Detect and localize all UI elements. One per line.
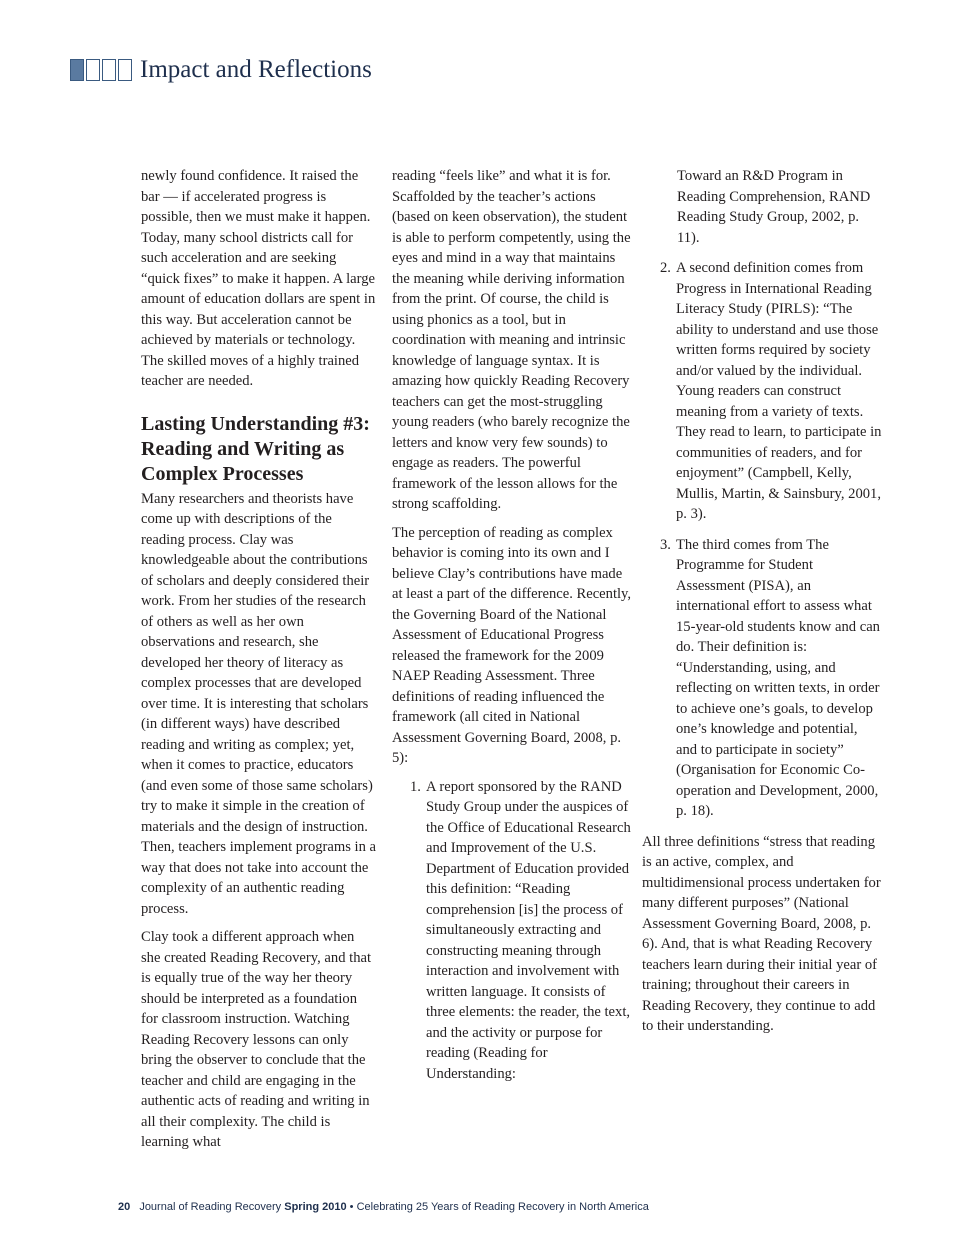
paragraph: Many researchers and theorists have come up with descriptions of the reading process. Clay was knowledgeable about the contributions of scholars and deeply considered their work. From her studies of the research of others as well as her own observations and research, she developed her theory of literacy as complex processes that are developed over time. It is interesting that scholars (in different ways) have described reading and writing as complex; yet, when it comes to practice, educators (and even some of those same scholars) try to make it simple in the creation of materials and the design of instruction. Then, teachers implement programs in a way that does not take into account the complexity of an authentic reading process.	[141, 490, 377, 917]
four-squares-icon	[70, 59, 132, 81]
journal-name: Journal of Reading Recovery	[139, 1201, 282, 1213]
list-item	[660, 535, 882, 822]
list-item-text: A report sponsored by the RAND Study Group under the auspices of the Office of Educational Research and Improvement of the U.S. Department of Education provided this definition: “Reading comprehension [is] the process of simultaneously extracting and constructing meaning through interaction and involvement with written language. It consists of three elements: the reader, the text, and the activity or purpose for reading (Reading for Understanding:	[426, 778, 631, 1082]
footer-tagline: Celebrating 25 Years of Reading Recovery in North America	[356, 1201, 649, 1213]
page-footer	[118, 1201, 649, 1213]
square-icon	[70, 59, 84, 81]
section-title: Impact and Reflections	[140, 56, 372, 83]
list-item-text: The third comes from The Programme for Student Assessment (PISA), an international effort to assess what 15-year-old students know and can do. Their definition is: “Understanding, using, and reflecting on written texts, in order to achieve one’s goals, to develop one’s knowledge and potential, and to participate in society” (Organisation for Economic Co-operation and Development, 2000, p. 18).	[676, 536, 880, 819]
page-number: 20	[118, 1201, 131, 1213]
text-column-1	[141, 166, 377, 1161]
paragraph: All three definitions “stress that reading is an active, complex, and multidimensional process undertaken for many different purposes” (National Assessment Governing Board, 2008, p. 6). And, that is what Reading Recovery teachers learn during their initial year of training; throughout their careers in Reading Recovery, they continue to add to their understanding.	[642, 833, 881, 1034]
list-item	[410, 777, 632, 1085]
issue-season: Spring 2010	[284, 1201, 347, 1213]
text-column-3	[642, 166, 882, 1045]
paragraph: newly found confidence. It raised the bar — if accelerated progress is possible, then we must make it happen. Today, many school districts call for such acceleration and are seeking “quick fixes” to make it happen. A large amount of education dollars are spent in this way. But acceleration cannot be achieved by materials or technology. The skilled moves of a highly trained teacher are needed.	[141, 168, 376, 389]
list-item-continuation: Toward an R&D Program in Reading Comprehension, RAND Reading Study Group, 2002, p. 11).	[677, 168, 871, 246]
paragraph: The perception of reading as complex behavior is coming into its own and I believe Clay’s contributions have made at least a part of the difference. Recently, the Governing Board of the National Assessment of Educational Progress released the framework for the 2009 NAEP Reading Assessment. Three definitions of reading influenced the framework (all cited in National Assessment Governing Board, 2008, p. 5):	[392, 524, 632, 766]
section-heading: Lasting Understanding #3: Reading and Writing as Complex Processes	[141, 412, 370, 485]
list-number: 1.	[410, 778, 421, 795]
square-icon	[118, 59, 132, 81]
text-column-2	[392, 166, 632, 1094]
square-icon	[102, 59, 116, 81]
footer-separator: •	[349, 1201, 354, 1213]
page-header	[70, 55, 372, 85]
list-number: 3.	[660, 536, 671, 553]
list-item-text: A second definition comes from Progress in International Reading Literacy Study (PIRLS): “The ability to understand and use those written forms required by society and/or valued by the individual. Young readers can construct meaning from a variety of texts. They read to learn, to participate in communities of readers, and for enjoyment” (Campbell, Kelly, Mullis, Martin, & Sainsbury, 2001, p. 3).	[676, 260, 882, 522]
square-icon	[86, 59, 100, 81]
list-number: 2.	[660, 260, 671, 276]
paragraph: reading “feels like” and what it is for. Scaffolded by the teacher’s actions (based on keen observation), the student is able to perform competently, using the eyes and mind in a way that maintains the meaning while deriving information from the print. Of course, the child is using phonics as a tool, but in coordination with meaning and intrinsic knowledge of language syntax. It is amazing how quickly Reading Recovery teachers can get the most-struggling young readers (who barely recognize the letters and know very few sounds) to engage as readers. The powerful framework of the lesson allows for the strong scaffolding.	[392, 168, 631, 512]
list-item	[660, 258, 882, 525]
paragraph: Clay took a different approach when she created Reading Recovery, and that is equally true of the way her theory should be interpreted as a foundation for classroom instruction. Watching Reading Recovery lessons can only bring the observer to conclude that the teacher and child are engaging in the authentic acts of reading and writing in all their complexity. The child is learning what	[141, 929, 372, 1150]
